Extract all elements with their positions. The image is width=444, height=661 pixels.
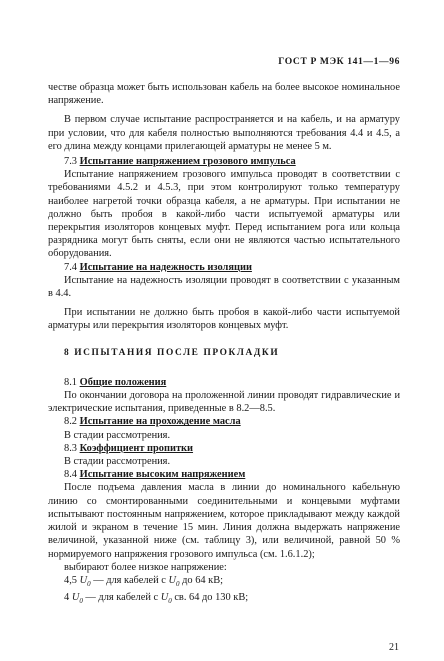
section-7-3-heading: [48, 155, 400, 168]
voltage-item: 4 $U_0$ — для кабелей с $U_0$ св. 64 до 130 кВ;: [64, 592, 249, 606]
page-number: 21: [389, 642, 399, 653]
section-8-2-text: В стадии рассмотрения.: [64, 429, 171, 441]
section-8-2-heading: [48, 415, 400, 428]
section-number: 8.2: [64, 416, 77, 428]
section-8-4-heading: [48, 468, 400, 481]
section-title: Испытание на прохождение масла: [79, 416, 241, 428]
paragraph-first-case: В первом случае испытание распространяется и на кабель, и на арматуру при условии, что для кабеля полностью выполняются требования 4.4 и 4.5, а его длина между концами прилегающей арматуры не менее 5 м.: [48, 114, 400, 152]
section-number: 7.4: [64, 261, 77, 273]
section-8-4-text: После подъема давления масла в линии до номинального кабельную линию со смонтированными соединительными и концевыми муфтами испытывают постоянным напряжением, которое прикладывают между каждой жилой и экраном в течение 15 мин. Линия должна выдержать напряжение величиной, указанной ниже (см. таблицу 3), или величиной, равной 50 % нормируемого напряжения грозового импульса (см. 1.6.1.2);: [48, 482, 400, 560]
section-number: 8.3: [64, 442, 77, 454]
voltage-item: 4,5 $U_0$ — для кабелей с $U_0$ до 64 кВ;: [64, 574, 224, 588]
section-8-heading: 8 ИСПЫТАНИЯ ПОСЛЕ ПРОКЛАДКИ: [64, 347, 280, 358]
section-7-3-text: Испытание напряжением грозового импульса проводят в соответствии с требованиями 4.5.2 и 4.5.3, при этом контролируют только температуру наиболее нагретой точки образца кабеля, а не арматуры. При испытании не должно быть пробоя в какой-либо части испытуемой арматуры или перекрытия изоляторов концевых муфт. Перед испытанием рога или кольца разрядника могут быть сняты, если они не являются частью испытательного оборудования.: [48, 169, 400, 260]
page-body: [48, 81, 400, 608]
section-8-1-text: По окончании договора на проложенной линии проводят гидравлические и электрические испытания, приведенные в 8.2—8.5.: [48, 390, 400, 415]
section-8-3-heading: [48, 442, 400, 455]
section-7-4-text: Испытание на надежность изоляции проводят в соответствии с указанным в 4.4.: [48, 274, 400, 300]
section-8-1-heading: [48, 376, 400, 389]
section-title: Испытание напряжением грозового импульса: [79, 156, 296, 168]
section-title: Коэффициент пропитки: [79, 442, 194, 454]
section-number: 8.4: [64, 469, 77, 481]
section-7-4-text-2: При испытании не должно быть пробоя в какой-либо части испытуемой арматуры или перекрытия изоляторов концевых муфт.: [48, 307, 400, 332]
section-title: Общие положения: [79, 376, 167, 388]
document-header: ГОСТ Р МЭК 141—1—96: [278, 56, 400, 67]
section-title: Испытание высоким напряжением: [79, 469, 246, 481]
section-8-3-text: В стадии рассмотрения.: [64, 456, 171, 468]
section-7-4-heading: [48, 261, 400, 274]
section-number: 8.1: [64, 376, 77, 388]
section-8-4-choose: выбирают более низкое напряжение:: [64, 561, 227, 573]
paragraph-continuation: честве образца может быть использован кабель на более высокое номинальное напряжение.: [48, 82, 400, 107]
section-number: 7.3: [64, 156, 77, 168]
section-title: Испытание на надежность изоляции: [79, 261, 252, 273]
